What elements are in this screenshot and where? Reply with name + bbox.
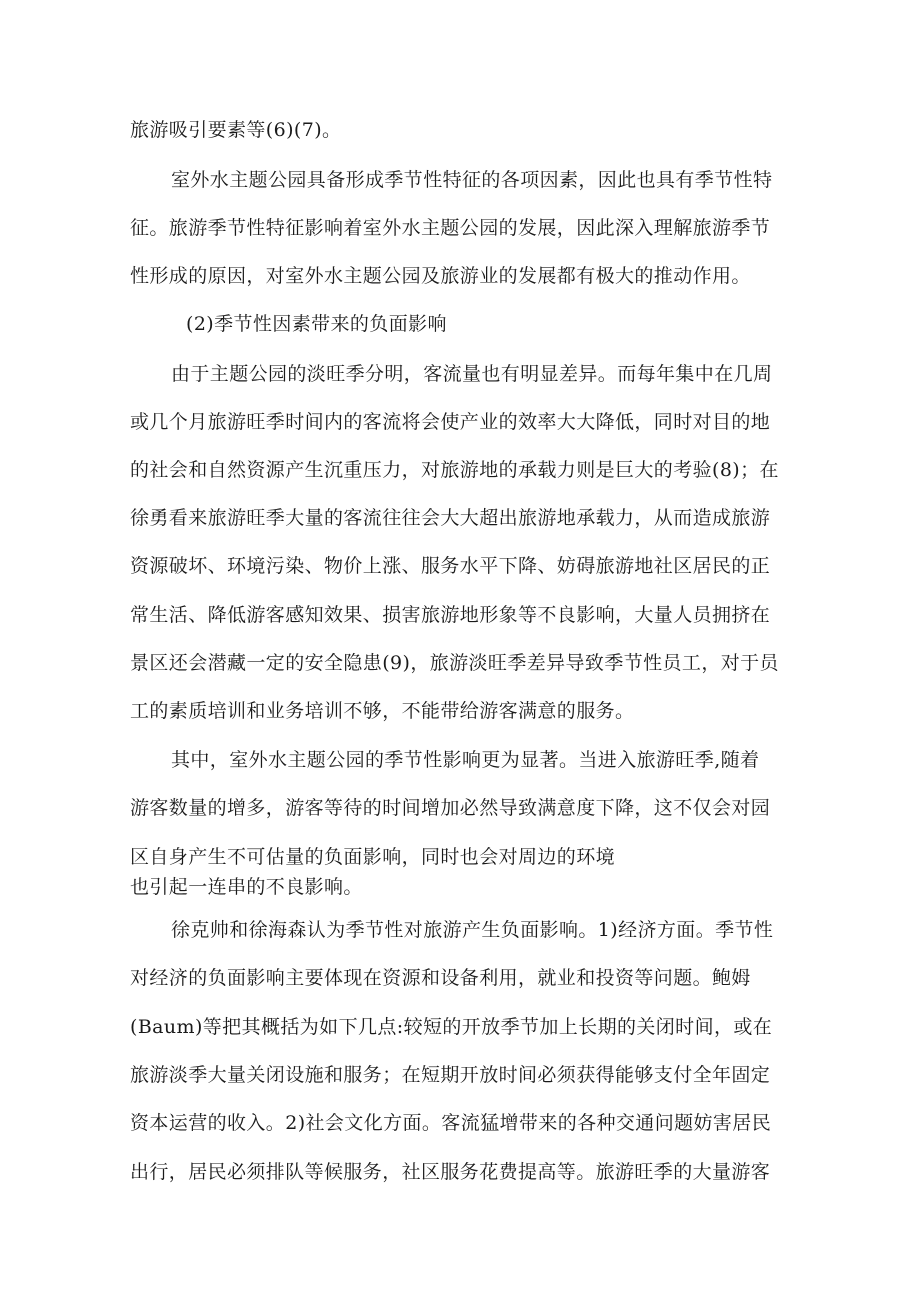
text-line: 徐勇看来旅游旺季大量的客流往往会大大超出旅游地承载力，从而造成旅游 <box>130 507 771 529</box>
text-line: 性形成的原因，对室外水主题公园及旅游业的发展都有极大的推动作用。 <box>130 265 751 287</box>
paragraph-line: 由于主题公园的淡旺季分明，客流量也有明显差异。而每年集中在几周 <box>171 363 773 385</box>
text-line: 旅游淡季大量关闭设施和服务；在短期开放时间必须获得能够支付全年固定 <box>130 1064 771 1086</box>
text-line: 出行，居民必须排队等候服务，社区服务花费提高等。旅游旺季的大量游客 <box>130 1161 771 1183</box>
text-line: 区自身产生不可估量的负面影响，同时也会对周边的环境 <box>130 846 616 868</box>
text-line: 工的素质培训和业务培训不够，不能带给游客满意的服务。 <box>130 700 635 722</box>
text-line: (Baum)等把其概括为如下几点:较短的开放季节加上长期的关闭时间，或在 <box>130 1016 773 1038</box>
text-line: 资源破坏、环境污染、物价上涨、服务水平下降、妨碍旅游地社区居民的正 <box>130 555 771 577</box>
text-line: 旅游吸引要素等(6)(7)。 <box>130 119 342 141</box>
text-line: 的社会和自然资源产生沉重压力，对旅游地的承载力则是巨大的考验(8)；在 <box>130 459 779 481</box>
text-line: 景区还会潜藏一定的安全隐患(9)，旅游淡旺季差异导致季节性员工，对于员 <box>130 652 779 674</box>
text-line: 资本运营的收入。2)社会文化方面。客流猛增带来的各种交通问题妨害居民 <box>130 1112 772 1134</box>
text-line: 游客数量的增多，游客等待的时间增加必然导致满意度下降，这不仅会对园 <box>130 797 771 819</box>
text-line: 对经济的负面影响主要体现在资源和设备利用，就业和投资等问题。鲍姆 <box>130 967 751 989</box>
section-heading: (2)季节性因素带来的负面影响 <box>186 313 447 335</box>
paragraph-line: 其中，室外水主题公园的季节性影响更为显著。当进入旅游旺季,随着 <box>171 749 760 771</box>
paragraph-line: 室外水主题公园具备形成季节性特征的各项因素，因此也具有季节性特 <box>171 169 773 191</box>
paragraph-line: 徐克帅和徐海森认为季节性对旅游产生负面影响。1)经济方面。季节性 <box>171 919 774 941</box>
text-line: 常生活、降低游客感知效果、损害旅游地形象等不良影响，大量人员拥挤在 <box>130 604 771 626</box>
text-line: 或几个月旅游旺季时间内的客流将会使产业的效率大大降低，同时对目的地 <box>130 411 771 433</box>
text-line: 征。旅游季节性特征影响着室外水主题公园的发展，因此深入理解旅游季节 <box>130 217 771 239</box>
text-line: 也引起一连串的不良影响。 <box>130 876 363 898</box>
